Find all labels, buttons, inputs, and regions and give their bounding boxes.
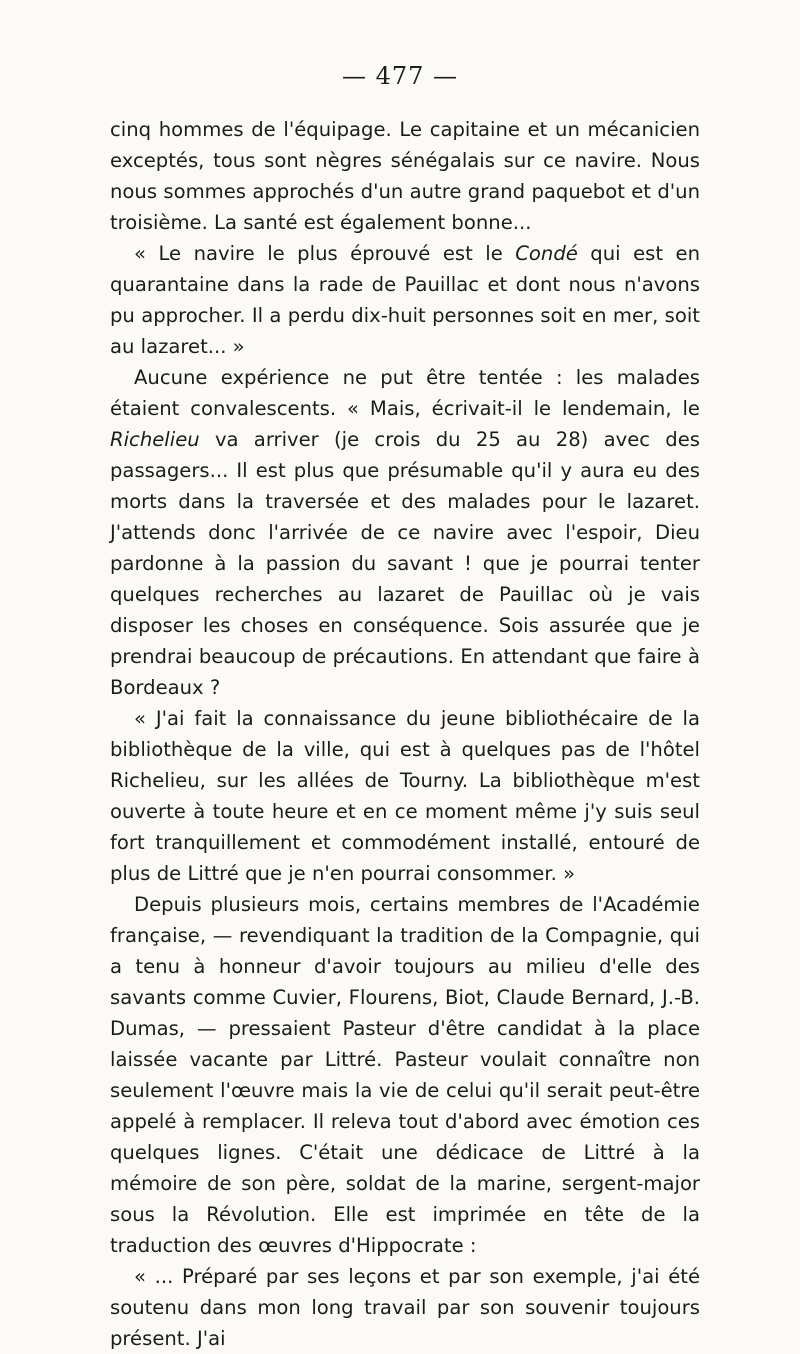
paragraph-5 [110,889,700,1261]
text-segment: « Le navire le plus éprouvé est le [134,242,516,265]
text-segment: Aucune expérience ne put être tentée : les malades étaient convalescents. « Mais, écrivait-il le lendemain, le [110,366,700,420]
text-segment: qui est en quarantaine dans la rade de Pauillac et dont nous n'avons pu approcher. Il a perdu dix-huit personnes soit en mer, soit au lazaret... » [110,242,700,358]
text-segment: cinq hommes de l'équipage. Le capitaine et un mécanicien exceptés, tous sont nègres sénégalais sur ce navire. Nous nous sommes approchés d'un autre grand paquebot et d'un troisième. La santé est également bonne... [110,118,700,234]
body-text [110,114,700,1354]
paragraph-4 [110,703,700,889]
page-number: — 477 — [341,62,459,90]
ship-name-conde: Condé [515,242,578,265]
text-segment: « ... Préparé par ses leçons et par son exemple, j'ai été soutenu dans mon long travail par son souvenir toujours présent. J'ai [110,1265,700,1350]
text-segment: va arriver (je crois du 25 au 28) avec des passagers... Il est plus que présumable qu'il y aura eu des morts dans la traversée et des malades pour le lazaret. J'attends donc l'arrivée de ce navire avec l'espoir, Dieu pardonne à la passion du savant ! que je pourrai tenter quelques recherches au lazaret de Pauillac où je vais disposer les choses en conséquence. Sois assurée que je prendrai beaucoup de précautions. En attendant que faire à Bordeaux ? [110,428,700,699]
paragraph-6 [110,1261,700,1354]
ship-name-richelieu: Richelieu [110,428,200,451]
paragraph-3 [110,362,700,703]
paragraph-2 [110,238,700,362]
paragraph-1 [110,114,700,238]
text-segment: « J'ai fait la connaissance du jeune bibliothécaire de la bibliothèque de la ville, qui est à quelques pas de l'hôtel Richelieu, sur les allées de Tourny. La bibliothèque m'est ouverte à toute heure et en ce moment même j'y suis seul fort tranquillement et commodément installé, entouré de plus de Littré que je n'en pourrai consommer. » [110,707,700,885]
text-segment: Depuis plusieurs mois, certains membres de l'Académie française, — revendiquant la tradition de la Compagnie, qui a tenu à honneur d'avoir toujours au milieu d'elle des savants comme Cuvier, Flourens, Biot, Claude Bernard, J.-B. Dumas, — pressaient Pasteur d'être candidat à la place laissée vacante par Littré. Pasteur voulait connaître non seulement l'œuvre mais la vie de celui qu'il serait peut-être appelé à remplacer. Il releva tout d'abord avec émotion ces quelques lignes. C'était une dédicace de Littré à la mémoire de son père, soldat de la marine, sergent-major sous la Révolution. Elle est imprimée en tête de la traduction des œuvres d'Hippocrate : [110,893,700,1257]
